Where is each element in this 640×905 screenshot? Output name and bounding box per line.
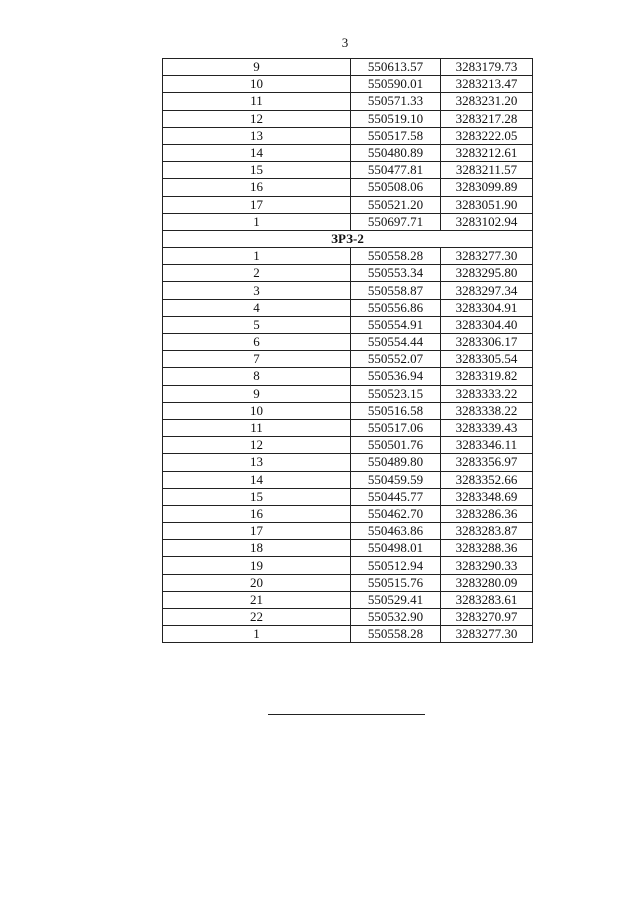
point-number-cell: 6: [163, 334, 351, 351]
x-coordinate-cell: 550462.70: [351, 505, 441, 522]
y-coordinate-cell: 3283288.36: [441, 540, 533, 557]
point-number-cell: 1: [163, 626, 351, 643]
table-row: [163, 110, 533, 127]
section-title: ЗРЗ-2: [163, 230, 533, 247]
point-number-cell: 12: [163, 437, 351, 454]
table-row: [163, 454, 533, 471]
table-row: [163, 368, 533, 385]
y-coordinate-cell: 3283222.05: [441, 127, 533, 144]
table-row: [163, 609, 533, 626]
y-coordinate-cell: 3283051.90: [441, 196, 533, 213]
x-coordinate-cell: 550512.94: [351, 557, 441, 574]
table-row: [163, 59, 533, 76]
table-row: [163, 402, 533, 419]
point-number-cell: 12: [163, 110, 351, 127]
x-coordinate-cell: 550558.87: [351, 282, 441, 299]
x-coordinate-cell: 550477.81: [351, 162, 441, 179]
table-row: [163, 471, 533, 488]
x-coordinate-cell: 550517.58: [351, 127, 441, 144]
point-number-cell: 19: [163, 557, 351, 574]
point-number-cell: 15: [163, 488, 351, 505]
table-row: [163, 557, 533, 574]
table-row: [163, 437, 533, 454]
table-row: [163, 626, 533, 643]
table-row: [163, 299, 533, 316]
table-row: [163, 505, 533, 522]
x-coordinate-cell: 550556.86: [351, 299, 441, 316]
table-row: [163, 162, 533, 179]
y-coordinate-cell: 3283286.36: [441, 505, 533, 522]
x-coordinate-cell: 550529.41: [351, 591, 441, 608]
y-coordinate-cell: 3283270.97: [441, 609, 533, 626]
point-number-cell: 7: [163, 351, 351, 368]
coordinates-table: [162, 58, 533, 643]
point-number-cell: 11: [163, 93, 351, 110]
table-row: [163, 540, 533, 557]
point-number-cell: 22: [163, 609, 351, 626]
section-header-row: [163, 230, 533, 247]
table-row: [163, 523, 533, 540]
y-coordinate-cell: 3283304.40: [441, 316, 533, 333]
point-number-cell: 16: [163, 505, 351, 522]
table-row: [163, 385, 533, 402]
point-number-cell: 1: [163, 213, 351, 230]
end-rule: [268, 714, 425, 715]
table-body-zrz2: [163, 248, 533, 643]
y-coordinate-cell: 3283339.43: [441, 419, 533, 436]
x-coordinate-cell: 550553.34: [351, 265, 441, 282]
point-number-cell: 5: [163, 316, 351, 333]
y-coordinate-cell: 3283356.97: [441, 454, 533, 471]
point-number-cell: 14: [163, 144, 351, 161]
table-row: [163, 316, 533, 333]
table-body-top: [163, 59, 533, 231]
x-coordinate-cell: 550552.07: [351, 351, 441, 368]
table-row: [163, 76, 533, 93]
x-coordinate-cell: 550480.89: [351, 144, 441, 161]
y-coordinate-cell: 3283212.61: [441, 144, 533, 161]
x-coordinate-cell: 550498.01: [351, 540, 441, 557]
x-coordinate-cell: 550459.59: [351, 471, 441, 488]
point-number-cell: 15: [163, 162, 351, 179]
y-coordinate-cell: 3283102.94: [441, 213, 533, 230]
y-coordinate-cell: 3283338.22: [441, 402, 533, 419]
y-coordinate-cell: 3283297.34: [441, 282, 533, 299]
x-coordinate-cell: 550489.80: [351, 454, 441, 471]
x-coordinate-cell: 550508.06: [351, 179, 441, 196]
point-number-cell: 1: [163, 248, 351, 265]
table-row: [163, 334, 533, 351]
x-coordinate-cell: 550697.71: [351, 213, 441, 230]
x-coordinate-cell: 550571.33: [351, 93, 441, 110]
y-coordinate-cell: 3283231.20: [441, 93, 533, 110]
point-number-cell: 10: [163, 402, 351, 419]
x-coordinate-cell: 550558.28: [351, 626, 441, 643]
y-coordinate-cell: 3283277.30: [441, 248, 533, 265]
table-row: [163, 127, 533, 144]
y-coordinate-cell: 3283280.09: [441, 574, 533, 591]
point-number-cell: 20: [163, 574, 351, 591]
x-coordinate-cell: 550463.86: [351, 523, 441, 540]
table-row: [163, 93, 533, 110]
point-number-cell: 18: [163, 540, 351, 557]
y-coordinate-cell: 3283304.91: [441, 299, 533, 316]
point-number-cell: 14: [163, 471, 351, 488]
point-number-cell: 11: [163, 419, 351, 436]
x-coordinate-cell: 550554.44: [351, 334, 441, 351]
point-number-cell: 16: [163, 179, 351, 196]
y-coordinate-cell: 3283211.57: [441, 162, 533, 179]
table-row: [163, 574, 533, 591]
table-row: [163, 282, 533, 299]
table-row: [163, 591, 533, 608]
y-coordinate-cell: 3283213.47: [441, 76, 533, 93]
table-row: [163, 419, 533, 436]
x-coordinate-cell: 550519.10: [351, 110, 441, 127]
page-number: 3: [341, 35, 349, 50]
y-coordinate-cell: 3283346.11: [441, 437, 533, 454]
point-number-cell: 8: [163, 368, 351, 385]
y-coordinate-cell: 3283305.54: [441, 351, 533, 368]
table-row: [163, 196, 533, 213]
point-number-cell: 13: [163, 127, 351, 144]
x-coordinate-cell: 550515.76: [351, 574, 441, 591]
x-coordinate-cell: 550516.58: [351, 402, 441, 419]
y-coordinate-cell: 3283319.82: [441, 368, 533, 385]
table-row: [163, 248, 533, 265]
point-number-cell: 3: [163, 282, 351, 299]
y-coordinate-cell: 3283352.66: [441, 471, 533, 488]
y-coordinate-cell: 3283290.33: [441, 557, 533, 574]
table-row: [163, 213, 533, 230]
point-number-cell: 9: [163, 385, 351, 402]
x-coordinate-cell: 550536.94: [351, 368, 441, 385]
point-number-cell: 17: [163, 523, 351, 540]
table-row: [163, 144, 533, 161]
y-coordinate-cell: 3283283.87: [441, 523, 533, 540]
y-coordinate-cell: 3283099.89: [441, 179, 533, 196]
y-coordinate-cell: 3283306.17: [441, 334, 533, 351]
x-coordinate-cell: 550445.77: [351, 488, 441, 505]
x-coordinate-cell: 550501.76: [351, 437, 441, 454]
point-number-cell: 2: [163, 265, 351, 282]
y-coordinate-cell: 3283333.22: [441, 385, 533, 402]
point-number-cell: 9: [163, 59, 351, 76]
y-coordinate-cell: 3283348.69: [441, 488, 533, 505]
table-row: [163, 351, 533, 368]
table-body-section-header: [163, 230, 533, 247]
point-number-cell: 4: [163, 299, 351, 316]
x-coordinate-cell: 550532.90: [351, 609, 441, 626]
x-coordinate-cell: 550523.15: [351, 385, 441, 402]
y-coordinate-cell: 3283179.73: [441, 59, 533, 76]
x-coordinate-cell: 550558.28: [351, 248, 441, 265]
x-coordinate-cell: 550590.01: [351, 76, 441, 93]
table-row: [163, 265, 533, 282]
point-number-cell: 13: [163, 454, 351, 471]
x-coordinate-cell: 550517.06: [351, 419, 441, 436]
table-row: [163, 488, 533, 505]
table-row: [163, 179, 533, 196]
y-coordinate-cell: 3283217.28: [441, 110, 533, 127]
y-coordinate-cell: 3283283.61: [441, 591, 533, 608]
x-coordinate-cell: 550613.57: [351, 59, 441, 76]
y-coordinate-cell: 3283277.30: [441, 626, 533, 643]
point-number-cell: 17: [163, 196, 351, 213]
x-coordinate-cell: 550554.91: [351, 316, 441, 333]
point-number-cell: 21: [163, 591, 351, 608]
y-coordinate-cell: 3283295.80: [441, 265, 533, 282]
point-number-cell: 10: [163, 76, 351, 93]
x-coordinate-cell: 550521.20: [351, 196, 441, 213]
